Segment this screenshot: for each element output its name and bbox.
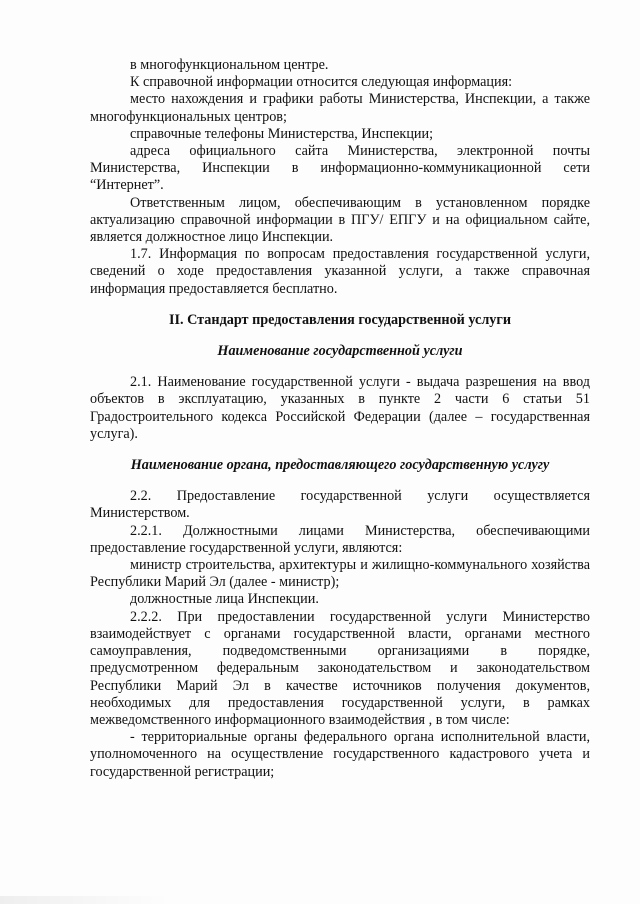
paragraph: К справочной информации относится следующая информация:	[130, 74, 513, 91]
paragraph: Ответственным лицом, обеспечивающим в установленном порядке актуализацию справочной информации в ПГУ/ ЕПГУ и на официальном сайте, является должностное лицо Инспекции.	[90, 194, 590, 246]
scan-edge-mark	[0, 896, 170, 904]
subheading-authority: Наименование органа, предоставляющего государственную услугу	[130, 457, 550, 474]
document-body	[90, 57, 590, 781]
spacer	[90, 360, 590, 374]
paragraph-2-1: 2.1. Наименование государственной услуги - выдача разрешения на ввод объектов в эксплуатацию, указанных в пункте 2 части 6 статьи 51 Градостроительного кодекса Российской Федерации (далее – государственная услуга).	[90, 374, 590, 442]
paragraph: 2.2.2. При предоставлении государственной услуги Министерство взаимодействует с органами государственной власти, органами местного самоуправления, подведомственными организациями в порядке, предусмотренном федеральным законодательством и законодательством Республики Марий Эл в качестве источников получения документов, необходимых для предоставления государственной услуги, в рамках межведомственного информационного взаимодействия , в том числе:	[90, 608, 590, 728]
paragraph: в многофункциональном центре.	[130, 57, 329, 73]
paragraph: 1.7. Информация по вопросам предоставления государственной услуги, сведений о ходе предоставления указанной услуги, а также справочная информация предоставляется бесплатно.	[90, 246, 590, 297]
paragraph: министр строительства, архитектуры и жилищно-коммунального хозяйства Республики Марий Эл (далее - министр);	[90, 557, 590, 591]
paragraph: - территориальные органы федерального органа исполнительной власти, уполномоченного на осуществление государственного кадастрового учета и государственной регистрации;	[90, 729, 590, 780]
paragraph: справочные телефоны Министерства, Инспекции;	[130, 125, 434, 142]
spacer	[90, 329, 590, 343]
paragraph: 2.2.1. Должностными лицами Министерства, обеспечивающими предоставление государственной услуги, являются:	[90, 522, 590, 556]
paragraph: адреса официального сайта Министерства, электронной почты Министерства, Инспекции в информационно-коммуникационной сети “Интернет”.	[90, 143, 590, 194]
spacer	[90, 298, 590, 312]
paragraph: должностные лица Инспекции.	[130, 591, 319, 608]
section-title: II. Стандарт предоставления государственной услуги	[168, 311, 512, 328]
subheading-service-name: Наименование государственной услуги	[217, 343, 463, 360]
spacer	[90, 443, 590, 457]
paragraph: место нахождения и графики работы Министерства, Инспекции, а также многофункциональных центров;	[90, 91, 590, 125]
spacer	[90, 474, 590, 488]
paragraph: 2.2. Предоставление государственной услуги осуществляется Министерством.	[90, 488, 590, 522]
